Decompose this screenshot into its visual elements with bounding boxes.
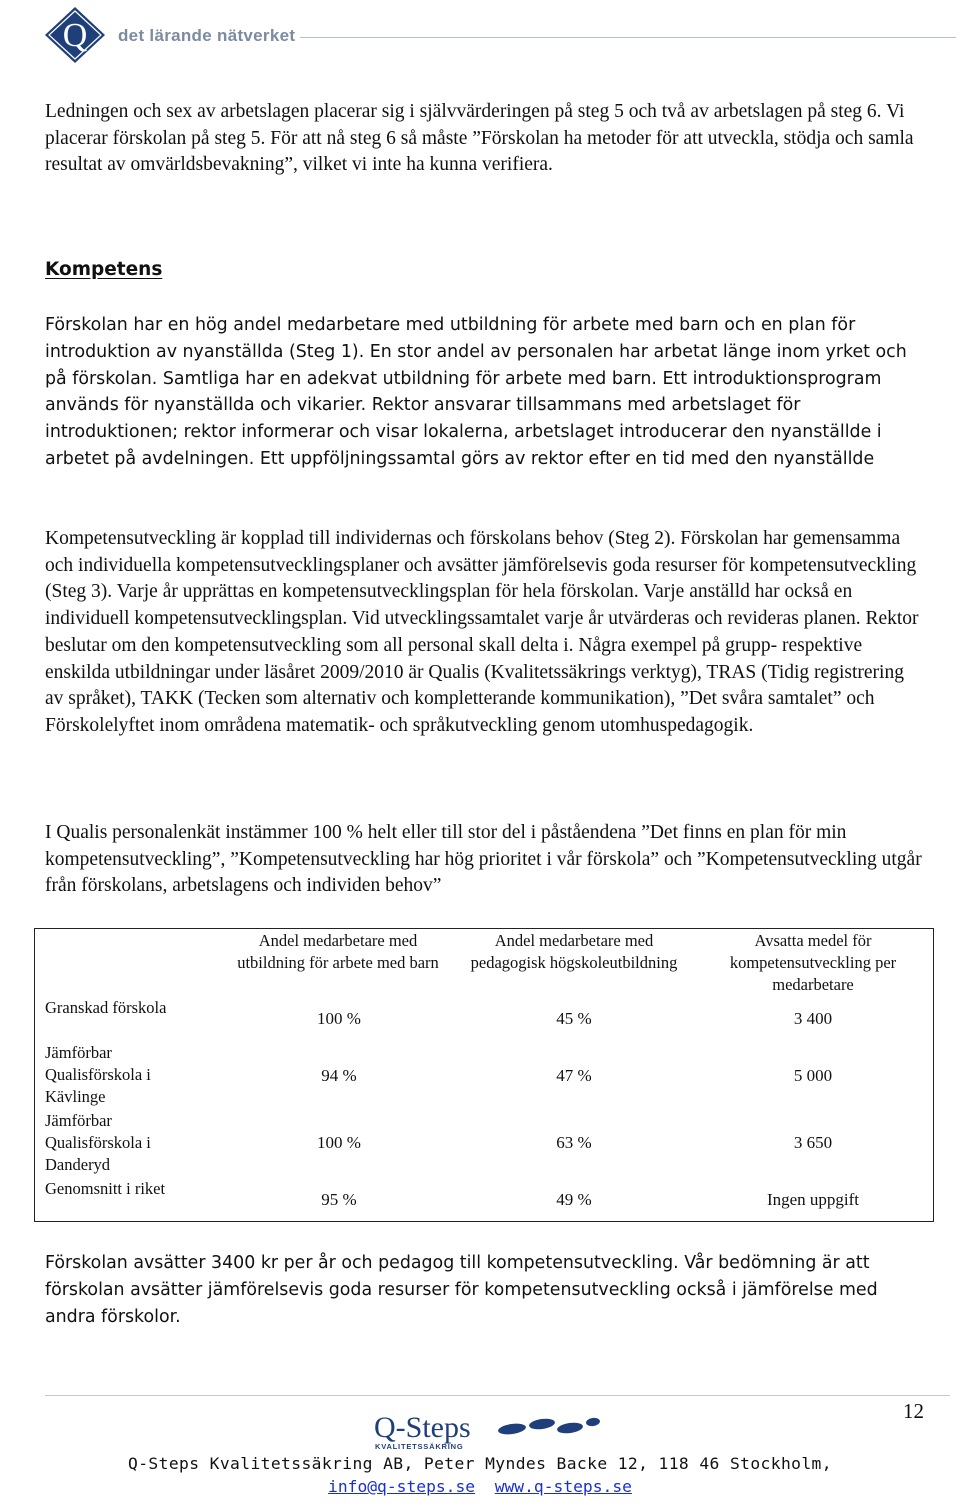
logo-letter: Q — [62, 17, 88, 54]
row-label: Jämförbar Qualisförskola i Kävlinge — [45, 1043, 151, 1106]
table-cell: 45 % — [556, 1009, 592, 1028]
table-cell: 5 000 — [793, 1066, 833, 1085]
table-cell: 49 % — [556, 1190, 592, 1209]
table-cell: 100 % — [317, 1133, 361, 1152]
column-header-medel: Avsatta medel för kompetensutveckling per medarbetare — [729, 931, 897, 994]
comparison-table — [34, 928, 934, 1222]
kompetensutveckling-paragraph: Kompetensutveckling är kopplad till individernas och förskolans behov (Steg 2). Förskolan har gemensamma och individuella kompetensutvecklingsplaner och avsätter jämförelsevis goda resurser för kompetensutveckling (Steg 3). Varje år upprättas en kompetensutvecklingsplan för hela förskolan. Varje anställd har också en individuell kompetensutvecklingsplan. Vid utvecklingssamtalet varje år utvärderas och revideras planen. Rektor beslutar om den kompetensutveckling som all personal skall delta i. Några exempel på grupp- respektive enskilda utbildningar under läsåret 2009/2010 är Qualis (Kvalitetssäkrings verktyg), TRAS (Tidig registrering av språket), TAKK (Tecken som alternativ och kompletterande kommunikation), ”Det svåra samtalet” och Förskolelyftet inom områdena matematik- och språkutveckling genom utomhuspedagogik. — [45, 528, 919, 736]
table-cell: 3 650 — [793, 1133, 833, 1152]
page-number: 12 — [903, 1399, 924, 1423]
footer-divider — [45, 1395, 950, 1396]
logo-wordmark: Q-Steps — [374, 1411, 471, 1444]
company-address: Q-Steps Kvalitetssäkring AB, Peter Myndes Backe 12, 118 46 Stockholm, — [128, 1454, 832, 1473]
table-cell: 63 % — [556, 1133, 592, 1152]
page-header — [0, 0, 960, 70]
closing-paragraph: Förskolan avsätter 3400 kr per år och pedagog till kompetensutveckling. Vår bedömning är att förskolan avsätter jämförelsevis goda resurser för kompetensutveckling också i jämförelse med andra förskolor. — [45, 1253, 878, 1327]
q-logo-icon — [44, 6, 106, 64]
q-steps-logo — [372, 1407, 602, 1451]
section-heading-kompetens: Kompetens — [45, 259, 163, 280]
row-label: Genomsnitt i riket — [45, 1179, 166, 1198]
intro-paragraph: Ledningen och sex av arbetslagen placerar sig i självvärderingen på steg 5 och två av arbetslagen på steg 6. Vi placerar förskolan på steg 5. För att nå steg 6 så måste ”Förskolan ha metoder för att utveckla, stödja och samla resultat av omvärldsbevakning”, vilket vi inte ha kunna verifiera. — [45, 101, 914, 176]
email-link[interactable]: info@q-steps.se — [328, 1477, 476, 1496]
row-label: Jämförbar Qualisförskola i Danderyd — [45, 1111, 151, 1174]
table-cell: 95 % — [321, 1190, 357, 1209]
table-cell: 94 % — [321, 1066, 357, 1085]
logo-subtitle: KVALITETSSÄKRING — [375, 1442, 464, 1451]
kompetens-paragraph: Förskolan har en hög andel medarbetare med utbildning för arbete med barn och en plan för introduktion av nyanställda (Steg 1). En stor andel av personalen har arbetat länge inom yrket och på förskolan. Samtliga har en adekvat utbildning för arbete med barn. Ett introduktionsprogram används för nyanställda och vikarier. Rektor ansvarar tillsammans med arbetslaget för introduktionen; rektor informerar och visar lokalerna, arbetslaget introducerar den nyanställde i arbetet på avdelningen. Ett uppföljningssamtal görs av rektor efter en tid med den nyanställde — [45, 315, 907, 469]
table-cell: 3 400 — [793, 1009, 833, 1028]
brand-name: det lärande nätverket — [118, 26, 296, 45]
header-divider — [300, 37, 956, 38]
table-cell: 47 % — [556, 1066, 592, 1085]
footprints-icon — [497, 1417, 600, 1436]
footer-links — [0, 1477, 960, 1496]
table-cell: 100 % — [317, 1009, 361, 1028]
website-link[interactable]: www.q-steps.se — [494, 1477, 632, 1496]
qualis-paragraph: I Qualis personalenkät instämmer 100 % helt eller till stor del i påståendena ”Det finns en plan för min kompetensutveckling”, ”Kompetensutveckling har hög prioritet i vår förskola” och ”Kompetensutveckling utgår från förskolans, arbetslagens och individen behov” — [45, 822, 922, 897]
column-header-utbildning: Andel medarbetare med utbildning för arbete med barn — [237, 931, 439, 972]
column-header-hogskola: Andel medarbetare med pedagogisk högskoleutbildning — [470, 931, 678, 972]
row-label: Granskad förskola — [45, 998, 167, 1017]
table-cell: Ingen uppgift — [766, 1190, 860, 1209]
